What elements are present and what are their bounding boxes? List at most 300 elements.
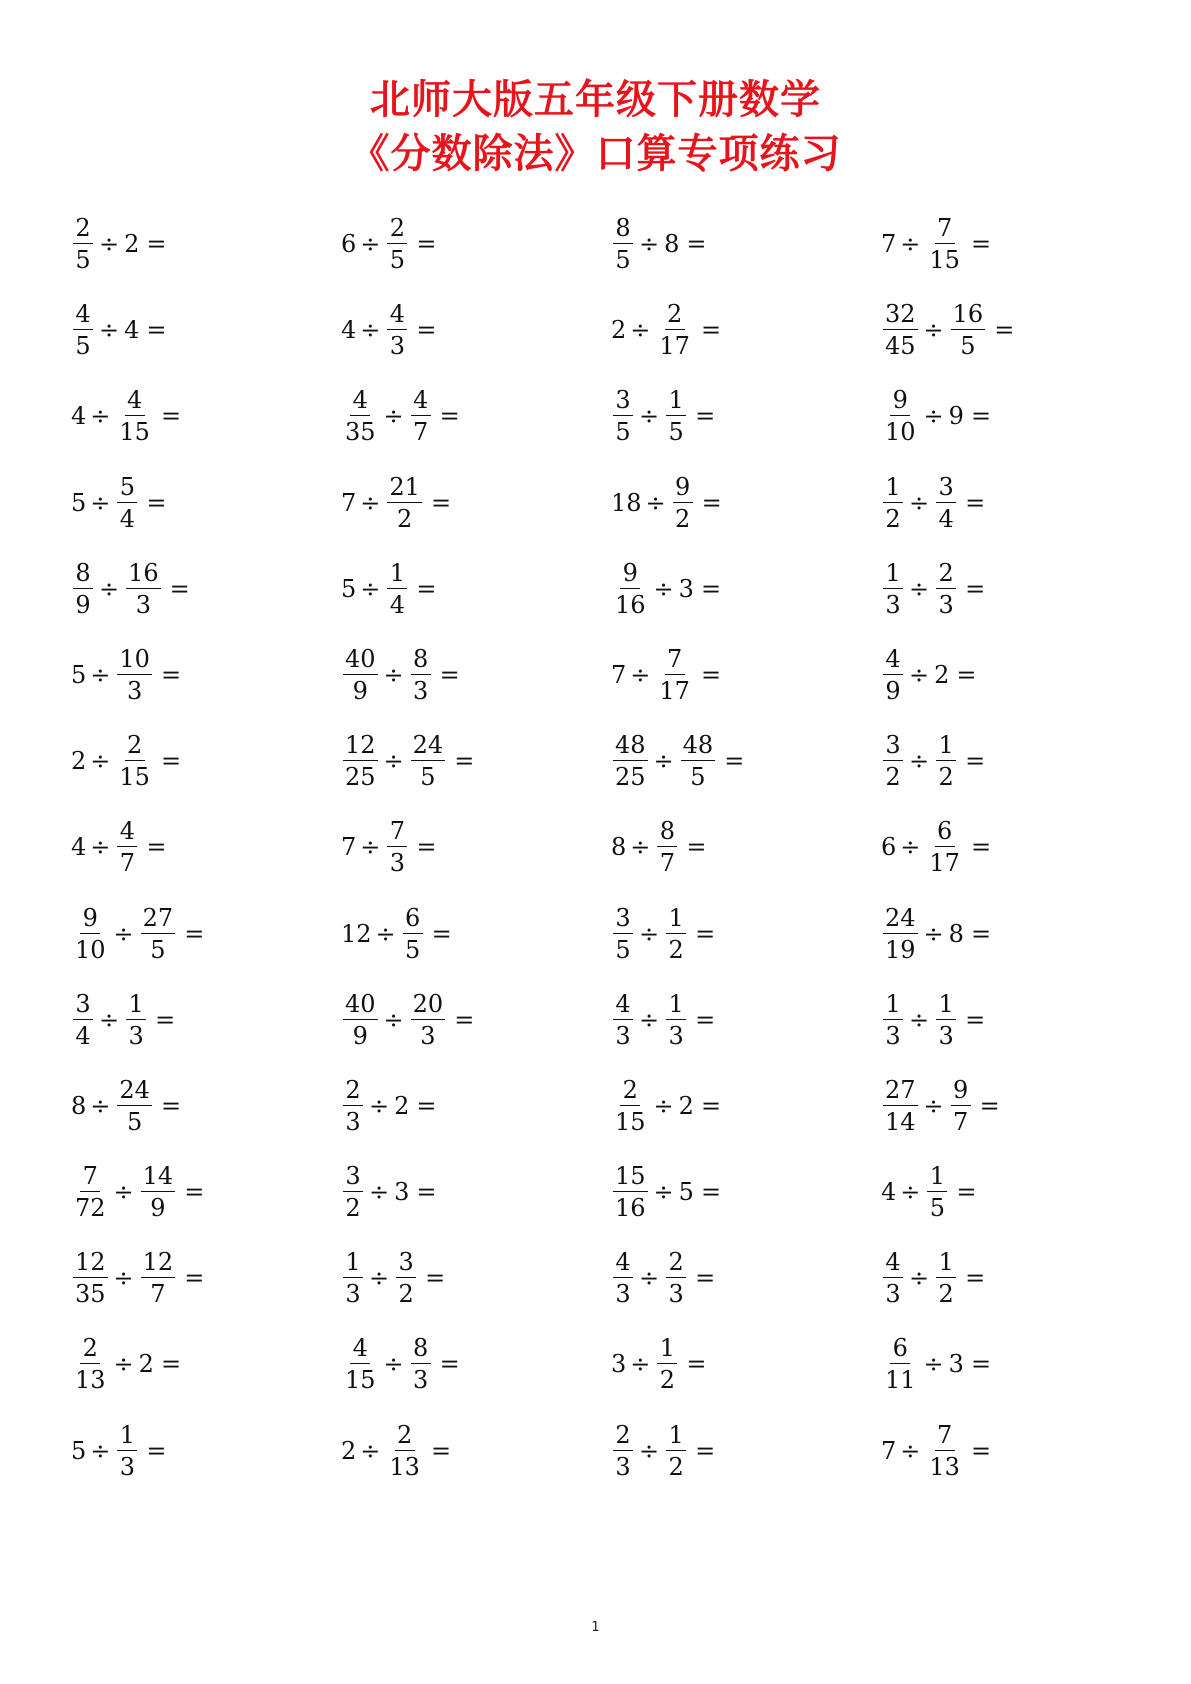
fraction-operand <box>343 1075 363 1136</box>
division-sign: ÷ <box>90 402 111 431</box>
fraction-operand <box>73 558 93 619</box>
fraction-numerator: 9 <box>951 1078 971 1106</box>
fraction-numerator: 20 <box>412 989 444 1018</box>
division-problem <box>610 902 880 966</box>
division-sign: ÷ <box>360 488 381 517</box>
fraction-numerator: 14 <box>142 1162 174 1191</box>
fraction-denominator: 2 <box>938 1280 954 1309</box>
equals-sign: = <box>416 833 437 862</box>
division-problem <box>70 902 340 966</box>
fraction-denominator: 3 <box>885 1021 901 1050</box>
fraction-operand <box>117 644 152 705</box>
division-problem <box>70 1160 340 1224</box>
division-problem <box>70 1419 340 1483</box>
fraction-operand <box>613 1075 648 1136</box>
division-sign: ÷ <box>90 1091 111 1120</box>
division-sign: ÷ <box>900 1436 921 1465</box>
fraction-numerator: 8 <box>411 647 431 675</box>
fraction-denominator: 3 <box>668 1280 684 1309</box>
fraction-denominator: 3 <box>389 332 406 361</box>
division-problem <box>610 1419 880 1483</box>
equals-sign: = <box>155 1005 176 1034</box>
division-sign: ÷ <box>99 574 120 603</box>
division-sign: ÷ <box>909 660 930 689</box>
fraction-numerator: 3 <box>73 992 93 1020</box>
fraction-numerator: 7 <box>387 819 407 847</box>
fraction-denominator: 3 <box>413 676 429 705</box>
division-sign: ÷ <box>909 1005 930 1034</box>
equals-sign: = <box>686 1350 707 1379</box>
integer-operand: 2 <box>71 747 87 776</box>
fraction-operand <box>613 989 633 1050</box>
division-problem <box>610 1160 880 1224</box>
fraction-numerator: 48 <box>615 731 646 760</box>
fraction-denominator: 5 <box>405 935 421 964</box>
fraction-denominator: 15 <box>929 246 960 274</box>
equals-sign: = <box>970 1350 992 1379</box>
fraction-numerator: 8 <box>411 1336 431 1364</box>
division-sign: ÷ <box>360 230 381 258</box>
division-sign: ÷ <box>645 488 666 517</box>
fraction-numerator: 2 <box>613 1423 633 1451</box>
division-sign: ÷ <box>90 488 111 517</box>
division-sign: ÷ <box>630 316 651 345</box>
fraction-numerator: 9 <box>80 906 100 934</box>
division-problem <box>340 212 610 276</box>
division-sign: ÷ <box>639 402 660 431</box>
equals-sign: = <box>686 230 707 258</box>
fraction-numerator: 2 <box>665 302 685 330</box>
fraction-operand <box>387 472 422 533</box>
division-problem <box>880 384 1150 448</box>
fraction-numerator: 15 <box>615 1162 646 1191</box>
division-problem <box>70 557 340 621</box>
division-problem <box>880 815 1150 879</box>
integer-operand: 5 <box>71 1436 87 1465</box>
equals-sign: = <box>965 747 986 776</box>
equals-sign: = <box>184 1178 205 1207</box>
integer-operand: 4 <box>71 402 87 431</box>
fraction-denominator: 9 <box>150 1194 166 1223</box>
fraction-denominator: 5 <box>668 418 684 447</box>
fraction-operand <box>411 1334 431 1395</box>
fraction-denominator: 13 <box>929 1452 960 1481</box>
fraction-operand <box>387 817 407 878</box>
equals-sign: = <box>184 1264 205 1293</box>
fraction-numerator: 2 <box>936 561 956 589</box>
division-problem <box>70 1332 340 1396</box>
integer-operand: 5 <box>71 488 87 517</box>
equals-sign: = <box>439 1350 460 1379</box>
integer-operand: 3 <box>394 1178 410 1207</box>
fraction-numerator: 1 <box>666 388 686 416</box>
fraction-numerator: 3 <box>883 733 903 761</box>
integer-operand: 6 <box>341 230 357 258</box>
division-problem <box>880 1332 1150 1396</box>
fraction-denominator: 3 <box>885 590 901 619</box>
equals-sign: = <box>700 660 722 689</box>
equals-sign: = <box>965 574 986 603</box>
division-sign: ÷ <box>369 1091 390 1120</box>
fraction-denominator: 3 <box>413 1366 429 1395</box>
fraction-denominator: 3 <box>135 590 152 619</box>
fraction-numerator: 2 <box>80 1336 100 1364</box>
page-number: 1 <box>591 1620 600 1635</box>
fraction-operand <box>343 644 378 705</box>
fraction-denominator: 5 <box>75 332 91 361</box>
fraction-operand <box>403 903 423 964</box>
fraction-operand <box>73 989 93 1050</box>
division-sign: ÷ <box>923 402 944 431</box>
fraction-numerator: 12 <box>75 1248 106 1277</box>
division-problem <box>70 988 340 1052</box>
fraction-numerator: 4 <box>125 388 145 416</box>
fraction-operand <box>883 1334 918 1395</box>
equals-sign: = <box>146 833 167 862</box>
fraction-numerator: 4 <box>883 647 903 675</box>
equals-sign: = <box>965 1264 986 1293</box>
equals-sign: = <box>965 488 986 517</box>
division-problem <box>340 1419 610 1483</box>
fraction-operand <box>883 903 918 964</box>
fraction-numerator: 24 <box>119 1075 150 1104</box>
fraction-denominator: 7 <box>150 1280 166 1309</box>
fraction-numerator: 1 <box>387 561 407 589</box>
fraction-numerator: 32 <box>885 300 916 329</box>
integer-operand: 7 <box>611 660 627 689</box>
fraction-numerator: 21 <box>389 472 420 501</box>
fraction-numerator: 1 <box>883 475 903 503</box>
division-sign: ÷ <box>113 1350 134 1379</box>
fraction-numerator: 8 <box>657 819 677 847</box>
fraction-numerator: 1 <box>117 1423 137 1451</box>
fraction-numerator: 8 <box>613 216 633 244</box>
division-problem <box>340 557 610 621</box>
division-sign: ÷ <box>923 316 944 345</box>
equals-sign: = <box>160 1091 182 1120</box>
equals-sign: = <box>146 230 167 258</box>
fraction-operand <box>927 1162 947 1223</box>
fraction-numerator: 8 <box>73 561 93 589</box>
equals-sign: = <box>416 1091 437 1120</box>
fraction-operand <box>657 817 677 878</box>
fraction-operand <box>927 216 962 272</box>
fraction-numerator: 6 <box>890 1336 910 1364</box>
division-problem <box>70 1246 340 1310</box>
fraction-denominator: 4 <box>389 590 406 619</box>
division-problem <box>340 1160 610 1224</box>
fraction-denominator: 15 <box>615 1107 646 1136</box>
fraction-denominator: 13 <box>389 1452 420 1481</box>
division-problem <box>610 988 880 1052</box>
fraction-operand <box>411 644 431 705</box>
fraction-denominator: 3 <box>127 676 143 705</box>
fraction-denominator: 2 <box>675 504 691 533</box>
fraction-numerator: 3 <box>936 475 956 503</box>
fraction-denominator: 7 <box>953 1107 969 1136</box>
equals-sign: = <box>970 230 992 258</box>
fraction-denominator: 5 <box>420 763 436 792</box>
division-problem <box>340 815 610 879</box>
division-problem <box>340 643 610 707</box>
division-sign: ÷ <box>909 574 930 603</box>
division-sign: ÷ <box>369 1264 390 1293</box>
fraction-denominator: 4 <box>75 1021 91 1050</box>
division-problem <box>340 298 610 362</box>
fraction-operand <box>73 216 93 272</box>
fraction-denominator: 3 <box>668 1021 684 1050</box>
fraction-denominator: 5 <box>960 332 976 361</box>
integer-operand: 18 <box>611 488 642 517</box>
fraction-operand <box>883 989 903 1050</box>
fraction-numerator: 3 <box>613 388 633 416</box>
fraction-numerator: 3 <box>396 1250 416 1278</box>
fraction-numerator: 27 <box>885 1075 916 1104</box>
equals-sign: = <box>970 1436 992 1465</box>
fraction-numerator: 40 <box>345 989 376 1018</box>
fraction-operand <box>117 472 137 533</box>
fraction-numerator: 1 <box>936 733 956 761</box>
fraction-operand <box>883 386 918 447</box>
integer-operand: 7 <box>341 488 357 517</box>
fraction-operand <box>117 386 152 447</box>
fraction-numerator: 1 <box>666 1423 686 1451</box>
fraction-denominator: 16 <box>615 590 646 619</box>
fraction-denominator: 3 <box>885 1280 901 1309</box>
division-sign: ÷ <box>383 1350 404 1379</box>
fraction-denominator: 3 <box>615 1280 631 1309</box>
fraction-numerator: 2 <box>73 216 93 244</box>
fraction-denominator: 5 <box>127 1107 143 1136</box>
fraction-numerator: 7 <box>935 216 955 244</box>
integer-operand: 12 <box>341 919 372 948</box>
equals-sign: = <box>431 919 452 948</box>
division-problem <box>880 1160 1150 1224</box>
fraction-denominator: 2 <box>885 504 901 533</box>
division-sign: ÷ <box>369 1178 390 1207</box>
fraction-operand <box>883 300 918 361</box>
equals-sign: = <box>416 230 437 258</box>
fraction-operand <box>411 989 446 1050</box>
fraction-operand <box>936 558 956 619</box>
division-sign: ÷ <box>90 833 111 862</box>
division-sign: ÷ <box>90 1436 111 1465</box>
fraction-operand <box>343 1162 363 1223</box>
fraction-denominator: 17 <box>929 849 960 878</box>
equals-sign: = <box>695 919 716 948</box>
integer-operand: 7 <box>341 833 357 862</box>
fraction-operand <box>343 989 378 1050</box>
fraction-operand <box>73 1248 108 1309</box>
division-problem <box>880 471 1150 535</box>
fraction-operand <box>936 1248 956 1309</box>
equals-sign: = <box>146 488 167 517</box>
fraction-operand <box>657 1334 677 1395</box>
division-sign: ÷ <box>653 747 674 776</box>
equals-sign: = <box>695 1264 716 1293</box>
fraction-denominator: 25 <box>615 763 646 792</box>
fraction-operand <box>883 1075 918 1136</box>
fraction-numerator: 1 <box>657 1336 677 1364</box>
division-problem <box>340 1074 610 1138</box>
fraction-operand <box>681 731 716 792</box>
integer-operand: 7 <box>881 1436 897 1465</box>
fraction-numerator: 1 <box>666 906 686 934</box>
integer-operand: 4 <box>881 1178 897 1207</box>
fraction-denominator: 5 <box>615 418 631 447</box>
fraction-denominator: 2 <box>398 1280 414 1309</box>
fraction-numerator: 1 <box>666 992 686 1020</box>
fraction-numerator: 6 <box>403 906 423 934</box>
integer-operand: 2 <box>394 1091 410 1120</box>
integer-operand: 6 <box>881 833 897 862</box>
fraction-denominator: 10 <box>885 418 916 447</box>
division-problem <box>70 815 340 879</box>
fraction-denominator: 5 <box>615 935 631 964</box>
fraction-numerator: 1 <box>927 1164 947 1192</box>
equals-sign: = <box>160 1350 182 1379</box>
division-sign: ÷ <box>383 1005 404 1034</box>
fraction-numerator: 4 <box>117 819 137 847</box>
fraction-denominator: 5 <box>150 935 166 964</box>
fraction-numerator: 3 <box>343 1164 363 1192</box>
fraction-operand <box>673 472 693 533</box>
fraction-numerator: 2 <box>343 1078 363 1106</box>
division-problem <box>70 1074 340 1138</box>
division-problem <box>880 988 1150 1052</box>
fraction-operand <box>927 1420 962 1481</box>
fraction-numerator: 7 <box>935 1423 955 1451</box>
fraction-denominator: 35 <box>75 1280 106 1309</box>
fraction-operand <box>387 558 407 619</box>
fraction-denominator: 17 <box>659 332 690 361</box>
equals-sign: = <box>416 316 437 345</box>
fraction-denominator: 5 <box>929 1194 946 1223</box>
division-sign: ÷ <box>639 919 660 948</box>
fraction-denominator: 3 <box>345 1107 361 1136</box>
fraction-denominator: 3 <box>938 1021 954 1050</box>
fraction-numerator: 1 <box>936 1250 956 1278</box>
fraction-denominator: 2 <box>668 935 684 964</box>
division-sign: ÷ <box>653 1178 674 1207</box>
equals-sign: = <box>430 488 452 517</box>
fraction-operand <box>387 1420 422 1481</box>
equals-sign: = <box>700 1178 722 1207</box>
fraction-numerator: 1 <box>343 1250 363 1278</box>
fraction-numerator: 24 <box>885 903 916 932</box>
fraction-numerator: 4 <box>411 388 431 416</box>
fraction-numerator: 2 <box>387 216 407 244</box>
fraction-numerator: 2 <box>620 1078 640 1106</box>
fraction-numerator: 9 <box>890 388 910 416</box>
division-problem <box>880 212 1150 276</box>
integer-operand: 9 <box>948 402 964 431</box>
division-sign: ÷ <box>630 1350 651 1379</box>
equals-sign: = <box>695 402 716 431</box>
fraction-denominator: 3 <box>389 849 406 878</box>
division-problem <box>610 557 880 621</box>
fraction-denominator: 2 <box>885 763 901 792</box>
equals-sign: = <box>160 747 182 776</box>
division-sign: ÷ <box>90 660 111 689</box>
division-sign: ÷ <box>383 402 404 431</box>
division-problem <box>880 1074 1150 1138</box>
division-problem <box>610 643 880 707</box>
division-sign: ÷ <box>639 1005 660 1034</box>
division-problem <box>70 212 340 276</box>
fraction-operand <box>657 644 692 705</box>
division-problem <box>610 384 880 448</box>
fraction-numerator: 10 <box>119 644 150 673</box>
fraction-numerator: 2 <box>125 733 145 761</box>
fraction-operand <box>117 731 152 792</box>
fraction-denominator: 9 <box>352 676 368 705</box>
fraction-denominator: 15 <box>119 763 150 792</box>
integer-operand: 4 <box>341 316 357 345</box>
problem-grid <box>70 212 1170 1505</box>
fraction-numerator: 16 <box>952 300 984 329</box>
fraction-denominator: 9 <box>352 1021 368 1050</box>
fraction-operand <box>666 1420 686 1481</box>
equals-sign: = <box>701 488 722 517</box>
division-sign: ÷ <box>90 747 111 776</box>
fraction-denominator: 35 <box>345 418 376 447</box>
equals-sign: = <box>700 316 722 345</box>
fraction-numerator: 4 <box>350 388 370 416</box>
division-problem <box>70 384 340 448</box>
equals-sign: = <box>439 660 460 689</box>
division-sign: ÷ <box>383 660 404 689</box>
fraction-operand <box>613 1162 648 1223</box>
division-sign: ÷ <box>653 574 674 603</box>
division-problem <box>610 1332 880 1396</box>
fraction-numerator: 4 <box>350 1336 370 1364</box>
division-problem <box>340 471 610 535</box>
fraction-numerator: 4 <box>613 992 633 1020</box>
fraction-numerator: 6 <box>935 819 955 847</box>
integer-operand: 5 <box>71 660 87 689</box>
division-problem <box>610 1074 880 1138</box>
fraction-denominator: 3 <box>615 1452 631 1481</box>
integer-operand: 2 <box>124 230 140 258</box>
fraction-operand <box>657 300 692 361</box>
fraction-denominator: 15 <box>119 418 150 447</box>
division-problem <box>610 212 880 276</box>
fraction-operand <box>666 1248 686 1309</box>
division-problem <box>880 902 1150 966</box>
fraction-denominator: 3 <box>615 1021 631 1050</box>
fraction-numerator: 5 <box>117 475 137 503</box>
division-sign: ÷ <box>900 1178 921 1207</box>
fraction-numerator: 3 <box>613 906 633 934</box>
division-sign: ÷ <box>383 747 404 776</box>
division-sign: ÷ <box>99 316 120 345</box>
fraction-operand <box>343 1248 363 1309</box>
fraction-operand <box>883 472 903 533</box>
fraction-numerator: 4 <box>883 1250 903 1278</box>
fraction-operand <box>126 558 161 619</box>
equals-sign: = <box>430 1436 452 1465</box>
integer-operand: 3 <box>948 1350 964 1379</box>
integer-operand: 8 <box>664 230 680 258</box>
fraction-numerator: 48 <box>682 731 714 760</box>
fraction-operand <box>73 1334 108 1395</box>
division-sign: ÷ <box>639 230 660 258</box>
fraction-denominator: 11 <box>885 1366 916 1395</box>
division-sign: ÷ <box>360 833 381 862</box>
division-sign: ÷ <box>113 1264 134 1293</box>
division-problem <box>70 471 340 535</box>
